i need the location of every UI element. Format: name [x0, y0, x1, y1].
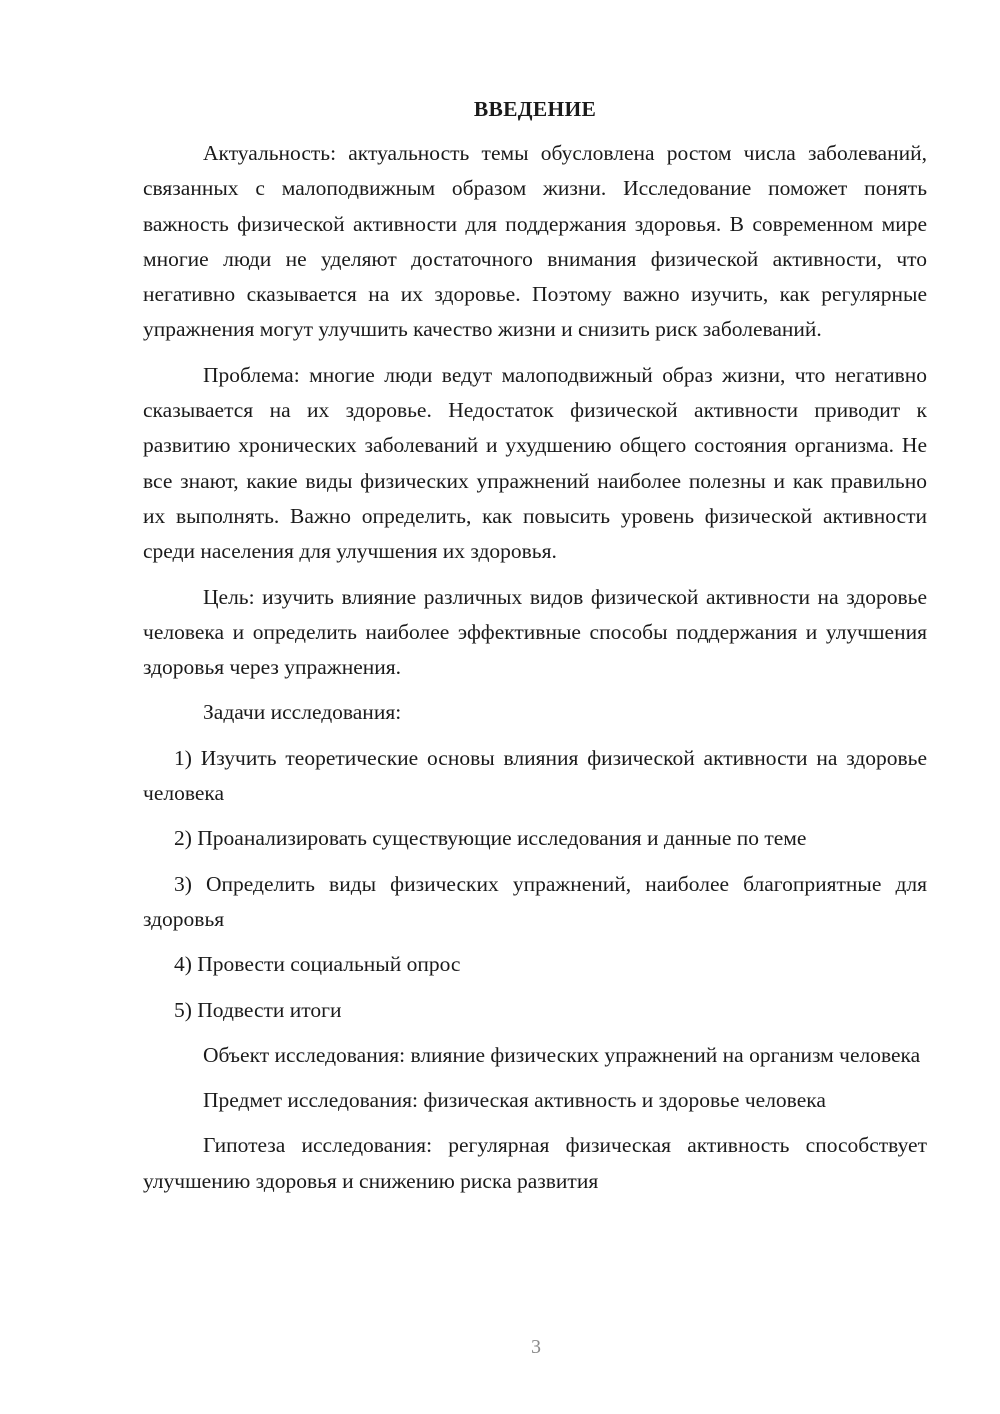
list-item: 4) Провести социальный опрос [174, 952, 461, 977]
list-item: 3) Определить виды физических упражнений, наиболее благоприятные для здоровья [143, 871, 927, 931]
section-heading: ВВЕДЕНИЕ [473, 97, 597, 121]
subject-paragraph: Предмет исследования: физическая активность и здоровье человека [203, 1088, 826, 1113]
relevance-paragraph: Актуальность: актуальность темы обусловлена ростом числа заболеваний, связанных с малоподвижным образом жизни. Исследование поможет понять важность физической активности для поддержания здоровья. В современном мире многие люди не уделяют достаточного внимания физической активности, что негативно сказывается на их здоровье. Поэтому важно изучить, как регулярные упражнения могут улучшить качество жизни и снизить риск заболеваний. [143, 141, 927, 342]
list-item: 5) Подвести итоги [174, 997, 342, 1022]
goal-paragraph: Цель: изучить влияние различных видов физической активности на здоровье человека и определить наиболее эффективные способы поддержания и улучшения здоровья через упражнения. [143, 584, 927, 680]
hypothesis-paragraph: Гипотеза исследования: регулярная физическая активность способствует улучшению здоровья и снижению риска развития [143, 1133, 927, 1193]
tasks-list [143, 741, 927, 1028]
page-number: 3 [531, 1336, 541, 1358]
tasks-intro: Задачи исследования: [203, 700, 402, 725]
list-item: 1) Изучить теоретические основы влияния физической активности на здоровье человека [143, 745, 927, 806]
problem-paragraph: Проблема: многие люди ведут малоподвижный образ жизни, что негативно сказывается на их здоровье. Недостаток физической активности приводит к развитию хронических заболеваний и ухудшению общего состояния организма. Не все знают, какие виды физических упражнений наиболее полезны и как правильно их выполнять. Важно определить, как повысить уровень физической активности среди населения для улучшения их здоровья. [143, 362, 927, 564]
list-item: 2) Проанализировать существующие исследования и данные по теме [174, 826, 807, 851]
object-paragraph: Объект исследования: влияние физических упражнений на организм человека [203, 1042, 921, 1067]
page-content [143, 92, 927, 1199]
